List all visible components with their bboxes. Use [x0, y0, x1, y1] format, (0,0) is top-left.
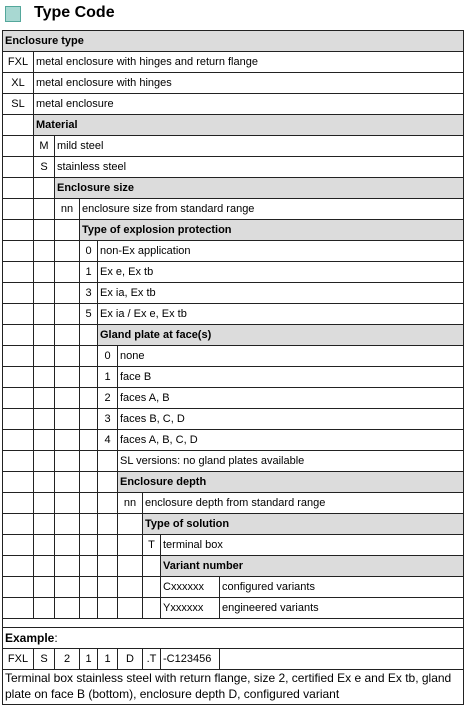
spacer-cell — [79, 471, 98, 493]
spacer-cell — [54, 219, 80, 241]
spacer-cell — [33, 219, 55, 241]
header-gland-plate: Gland plate at face(s) — [97, 324, 464, 346]
code-cell: T — [142, 534, 161, 556]
spacer-cell — [2, 597, 34, 619]
spacer-cell — [97, 513, 118, 535]
spacer-cell — [2, 324, 34, 346]
spacer-cell — [79, 366, 98, 388]
desc-cell: Ex e, Ex tb — [97, 261, 464, 283]
spacer-cell — [142, 555, 161, 577]
code-cell: 1 — [97, 366, 118, 388]
spacer-cell — [117, 534, 143, 556]
spacer-cell — [54, 366, 80, 388]
desc-cell: metal enclosure — [33, 93, 464, 115]
example-code: S — [33, 648, 55, 670]
desc-cell: face B — [117, 366, 464, 388]
spacer-cell — [33, 576, 55, 598]
header-type-of-solution: Type of solution — [142, 513, 464, 535]
spacer-cell — [33, 324, 55, 346]
spacer-cell — [54, 471, 80, 493]
spacer-cell — [79, 429, 98, 451]
desc-cell: enclosure depth from standard range — [142, 492, 464, 514]
spacer-cell — [2, 198, 34, 220]
title-row — [2, 0, 466, 30]
code-cell: nn — [54, 198, 80, 220]
spacer-cell — [142, 597, 161, 619]
header-enclosure-size: Enclosure size — [54, 177, 464, 199]
code-cell: 3 — [79, 282, 98, 304]
spacer-cell — [54, 261, 80, 283]
spacer-cell — [33, 471, 55, 493]
example-label-row — [2, 627, 464, 649]
example-code: 1 — [97, 648, 118, 670]
spacer-cell — [33, 492, 55, 514]
spacer-cell — [79, 576, 98, 598]
header-enclosure-type: Enclosure type — [2, 30, 464, 52]
spacer-cell — [2, 429, 34, 451]
spacer-cell — [2, 135, 34, 157]
spacer-cell — [54, 555, 80, 577]
example-code: 2 — [54, 648, 80, 670]
spacer-cell — [33, 450, 55, 472]
spacer-cell — [79, 492, 98, 514]
spacer-cell — [33, 198, 55, 220]
spacer-cell — [97, 576, 118, 598]
code-cell: 2 — [97, 387, 118, 409]
spacer-cell — [33, 429, 55, 451]
desc-cell: engineered variants — [219, 597, 464, 619]
spacer-cell — [117, 513, 143, 535]
desc-cell: faces B, C, D — [117, 408, 464, 430]
code-cell: 0 — [79, 240, 98, 262]
desc-cell: non-Ex application — [97, 240, 464, 262]
spacer-cell — [2, 261, 34, 283]
desc-cell: configured variants — [219, 576, 464, 598]
desc-cell: stainless steel — [54, 156, 464, 178]
spacer-cell — [2, 471, 34, 493]
code-cell: SL — [2, 93, 34, 115]
example-description: Terminal box stainless steel with return flange, size 2, certified Ex e and Ex tb, gland plate on face B (bottom), enclosure depth D, configured variant — [2, 669, 464, 705]
code-cell: Cxxxxxx — [160, 576, 220, 598]
desc-cell: metal enclosure with hinges — [33, 72, 464, 94]
spacer-cell — [79, 345, 98, 367]
gland-plate-note: SL versions: no gland plates available — [117, 450, 464, 472]
spacer-cell — [54, 282, 80, 304]
spacer-cell — [2, 450, 34, 472]
spacer-cell — [33, 513, 55, 535]
example-code: 1 — [79, 648, 98, 670]
header-enclosure-depth: Enclosure depth — [117, 471, 464, 493]
spacer-cell — [54, 345, 80, 367]
spacer-cell — [79, 597, 98, 619]
spacer-cell — [54, 408, 80, 430]
header-explosion-protection: Type of explosion protection — [79, 219, 464, 241]
spacer-cell — [2, 114, 34, 136]
desc-cell: none — [117, 345, 464, 367]
desc-cell: faces A, B — [117, 387, 464, 409]
desc-cell: faces A, B, C, D — [117, 429, 464, 451]
spacer-cell — [79, 450, 98, 472]
spacer-cell — [2, 576, 34, 598]
spacer-cell — [33, 261, 55, 283]
spacer-cell — [33, 303, 55, 325]
spacer-cell — [2, 534, 34, 556]
spacer-cell — [97, 471, 118, 493]
spacer-cell — [54, 429, 80, 451]
spacer-cell — [97, 597, 118, 619]
code-cell: 0 — [97, 345, 118, 367]
spacer-cell — [79, 555, 98, 577]
spacer-cell — [54, 492, 80, 514]
desc-cell: metal enclosure with hinges and return flange — [33, 51, 464, 73]
code-cell: 4 — [97, 429, 118, 451]
spacer-cell — [2, 303, 34, 325]
example-colon: : — [54, 631, 58, 645]
spacer-cell — [2, 240, 34, 262]
spacer-cell — [219, 648, 464, 670]
spacer-cell — [33, 408, 55, 430]
spacer-cell — [54, 324, 80, 346]
spacer-cell — [2, 156, 34, 178]
spacer-cell — [54, 534, 80, 556]
spacer-cell — [2, 345, 34, 367]
code-cell: 1 — [79, 261, 98, 283]
spacer-cell — [2, 408, 34, 430]
header-material: Material — [33, 114, 464, 136]
spacer-cell — [2, 387, 34, 409]
teal-square-icon — [5, 6, 21, 22]
example-code: D — [117, 648, 143, 670]
spacer-cell — [2, 366, 34, 388]
spacer-cell — [2, 219, 34, 241]
desc-cell: terminal box — [160, 534, 464, 556]
spacer-cell — [142, 576, 161, 598]
spacer-cell — [54, 240, 80, 262]
spacer-cell — [2, 282, 34, 304]
spacer-cell — [33, 555, 55, 577]
desc-cell: Ex ia, Ex tb — [97, 282, 464, 304]
code-cell: Yxxxxxx — [160, 597, 220, 619]
spacer-cell — [54, 597, 80, 619]
spacer-cell — [117, 597, 143, 619]
desc-cell: enclosure size from standard range — [79, 198, 464, 220]
spacer-cell — [54, 513, 80, 535]
spacer-cell — [79, 534, 98, 556]
code-cell: XL — [2, 72, 34, 94]
spacer-cell — [79, 387, 98, 409]
header-variant-number: Variant number — [160, 555, 464, 577]
desc-cell: Ex ia / Ex e, Ex tb — [97, 303, 464, 325]
spacer-cell — [79, 513, 98, 535]
spacer-cell — [117, 576, 143, 598]
spacer-cell — [2, 492, 34, 514]
code-cell: S — [33, 156, 55, 178]
spacer-cell — [97, 555, 118, 577]
spacer-cell — [33, 240, 55, 262]
desc-cell: mild steel — [54, 135, 464, 157]
example-code: .T — [142, 648, 161, 670]
spacer-cell — [54, 387, 80, 409]
example-code: FXL — [2, 648, 34, 670]
code-cell: 3 — [97, 408, 118, 430]
spacer-cell — [33, 366, 55, 388]
spacer-cell — [2, 513, 34, 535]
spacer-cell — [54, 576, 80, 598]
example-code: -C123456 — [160, 648, 220, 670]
spacer-cell — [54, 450, 80, 472]
spacer-cell — [2, 177, 34, 199]
spacer-cell — [79, 324, 98, 346]
spacer-cell — [54, 303, 80, 325]
spacer-cell — [33, 282, 55, 304]
code-cell: FXL — [2, 51, 34, 73]
spacer-cell — [117, 555, 143, 577]
example-label: Example — [5, 631, 55, 645]
spacer-cell — [97, 450, 118, 472]
code-cell: 5 — [79, 303, 98, 325]
spacer-cell — [33, 597, 55, 619]
spacer-cell — [33, 387, 55, 409]
code-cell: nn — [117, 492, 143, 514]
spacer-cell — [79, 408, 98, 430]
spacer-cell — [33, 345, 55, 367]
spacer-cell — [97, 534, 118, 556]
page-title: Type Code — [34, 4, 115, 21]
spacer-cell — [33, 177, 55, 199]
spacer-cell — [33, 534, 55, 556]
code-cell: M — [33, 135, 55, 157]
spacer-cell — [97, 492, 118, 514]
spacer-cell — [2, 555, 34, 577]
